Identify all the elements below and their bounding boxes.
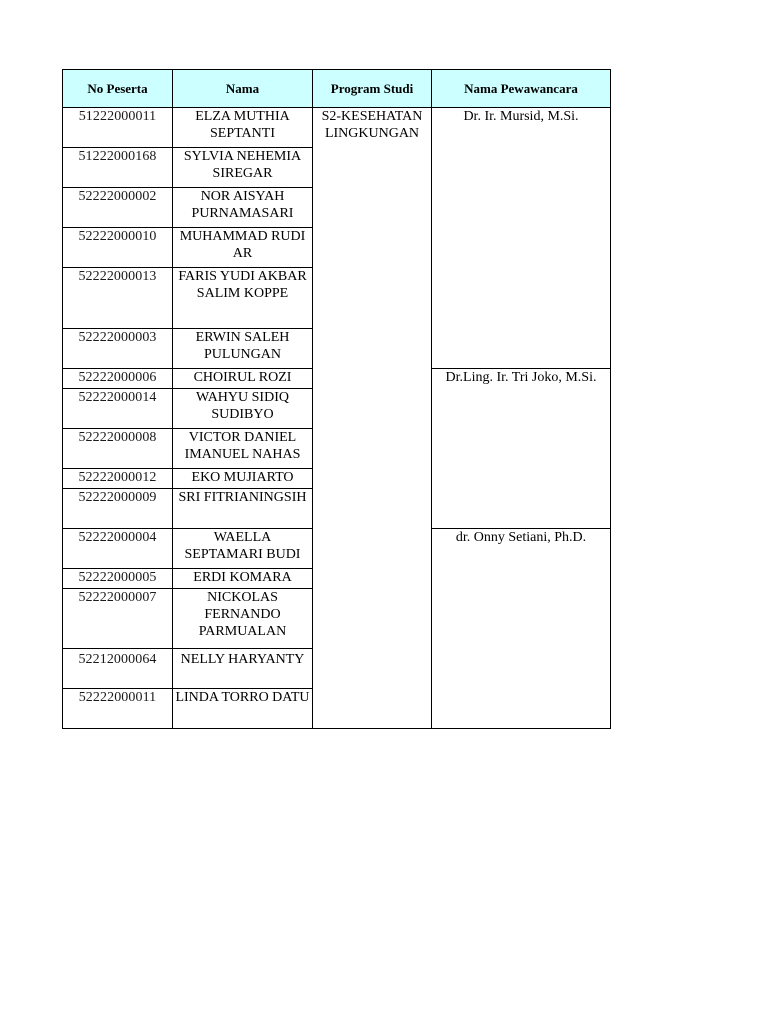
cell-nama: CHOIRUL ROZI: [173, 369, 313, 389]
cell-no-peserta: 52222000007: [63, 589, 173, 649]
cell-nama: ELZA MUTHIA SEPTANTI: [173, 108, 313, 148]
cell-no-peserta: 52222000011: [63, 689, 173, 729]
cell-no-peserta: 52222000005: [63, 569, 173, 589]
cell-program-studi: S2-KESEHATAN LINGKUNGAN: [313, 108, 432, 729]
table-row: [63, 108, 611, 148]
cell-no-peserta: 52222000013: [63, 268, 173, 329]
cell-interviewer-2: Dr.Ling. Ir. Tri Joko, M.Si.: [432, 369, 611, 529]
cell-no-peserta: 52212000064: [63, 649, 173, 689]
cell-nama: WAELLA SEPTAMARI BUDI: [173, 529, 313, 569]
cell-nama: SRI FITRIANINGSIH: [173, 489, 313, 529]
cell-no-peserta: 51222000168: [63, 148, 173, 188]
cell-interviewer-1: Dr. Ir. Mursid, M.Si.: [432, 108, 611, 369]
header-row: [63, 70, 611, 108]
participant-table: [62, 69, 611, 729]
cell-nama: ERDI KOMARA: [173, 569, 313, 589]
cell-nama: EKO MUJIARTO: [173, 469, 313, 489]
cell-no-peserta: 52222000012: [63, 469, 173, 489]
cell-nama: ERWIN SALEH PULUNGAN: [173, 329, 313, 369]
cell-nama: LINDA TORRO DATU: [173, 689, 313, 729]
cell-interviewer-3: dr. Onny Setiani, Ph.D.: [432, 529, 611, 729]
cell-nama: WAHYU SIDIQ SUDIBYO: [173, 389, 313, 429]
cell-nama: NICKOLAS FERNANDO PARMUALAN: [173, 589, 313, 649]
header-program-studi: Program Studi: [313, 70, 432, 108]
cell-nama: MUHAMMAD RUDI AR: [173, 228, 313, 268]
cell-no-peserta: 52222000008: [63, 429, 173, 469]
cell-nama: NELLY HARYANTY: [173, 649, 313, 689]
header-nama-pewawancara: Nama Pewawancara: [432, 70, 611, 108]
cell-no-peserta: 52222000002: [63, 188, 173, 228]
cell-nama: SYLVIA NEHEMIA SIREGAR: [173, 148, 313, 188]
cell-no-peserta: 52222000014: [63, 389, 173, 429]
cell-no-peserta: 52222000009: [63, 489, 173, 529]
cell-no-peserta: 52222000010: [63, 228, 173, 268]
cell-no-peserta: 51222000011: [63, 108, 173, 148]
cell-nama: VICTOR DANIEL IMANUEL NAHAS: [173, 429, 313, 469]
cell-no-peserta: 52222000006: [63, 369, 173, 389]
header-no-peserta: No Peserta: [63, 70, 173, 108]
cell-no-peserta: 52222000003: [63, 329, 173, 369]
cell-nama: FARIS YUDI AKBAR SALIM KOPPE: [173, 268, 313, 329]
cell-no-peserta: 52222000004: [63, 529, 173, 569]
cell-nama: NOR AISYAH PURNAMASARI: [173, 188, 313, 228]
header-nama: Nama: [173, 70, 313, 108]
